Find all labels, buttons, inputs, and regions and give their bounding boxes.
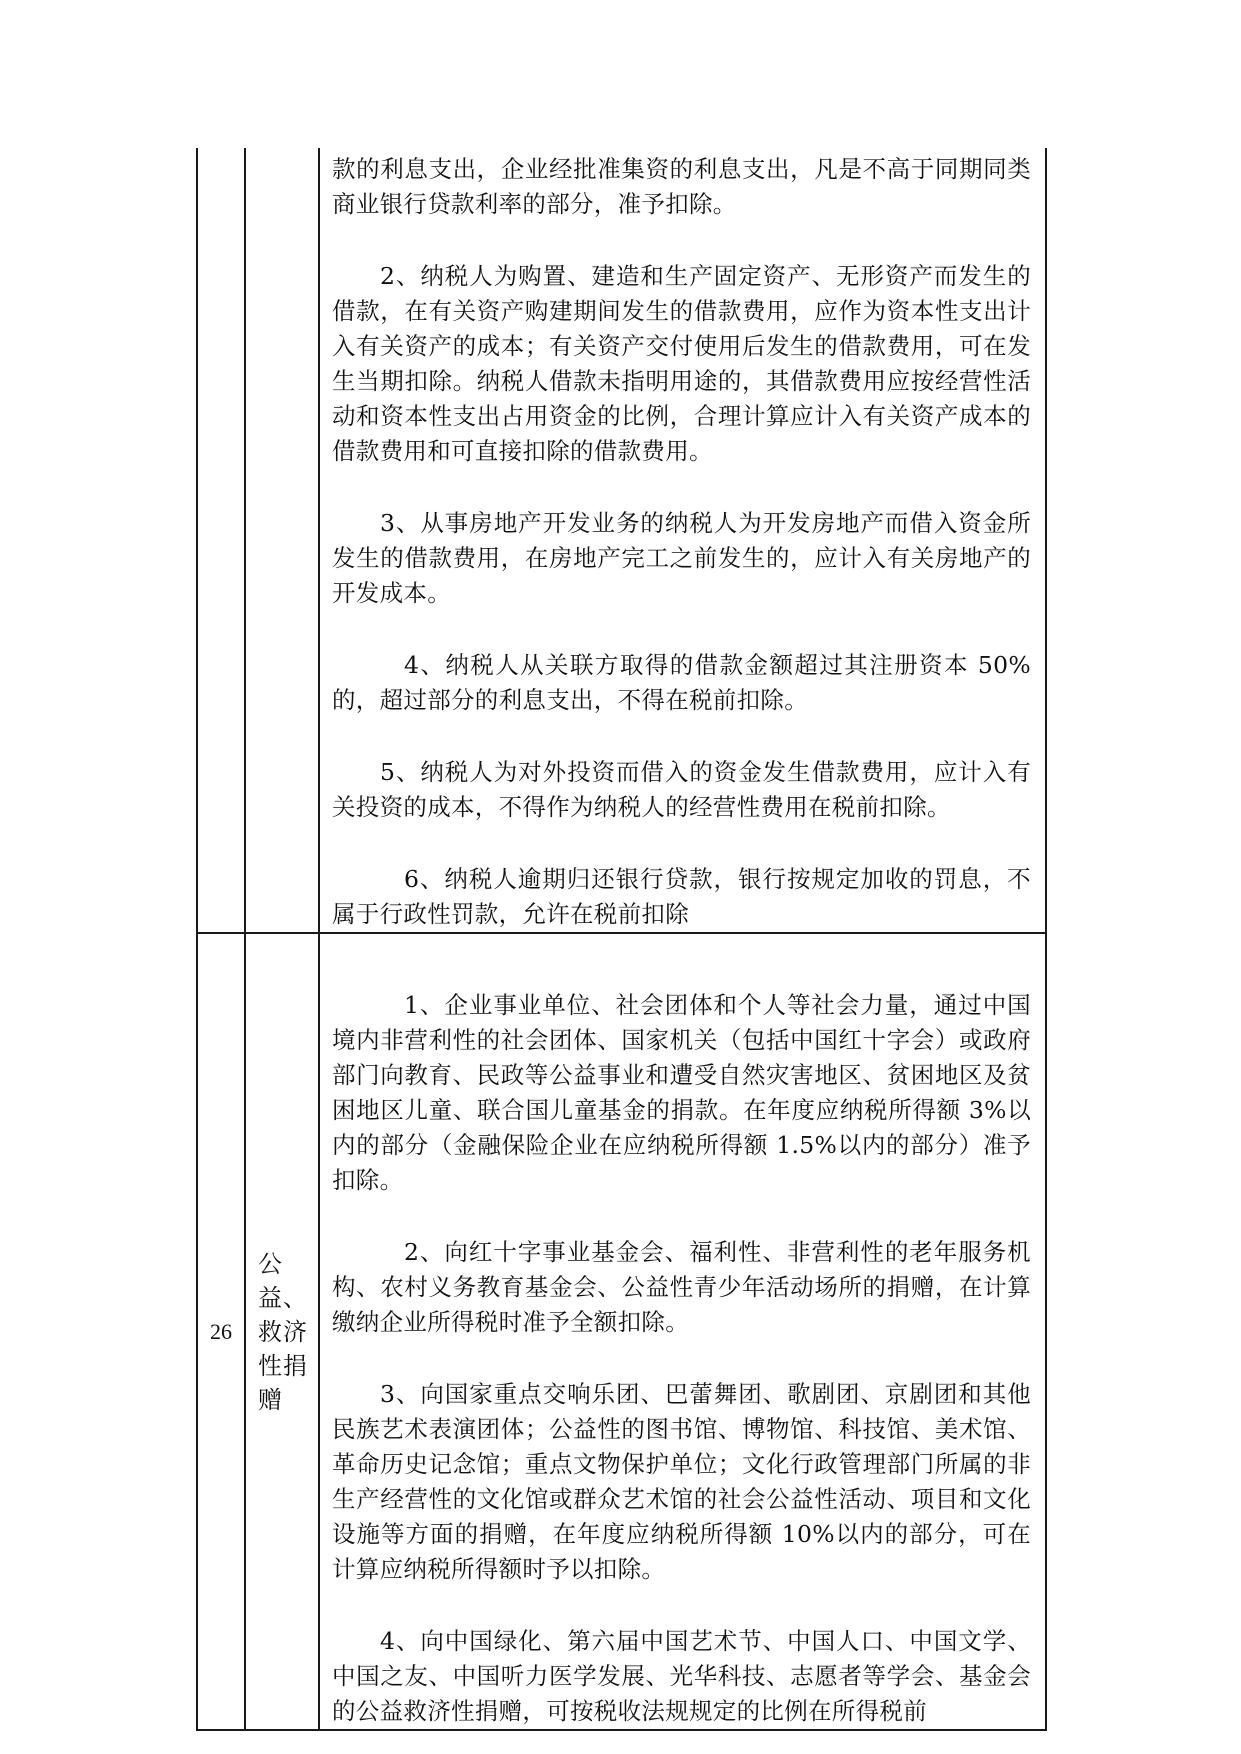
- paragraph: [332, 648, 1031, 718]
- paragraph-text: 6、纳税人逾期归还银行贷款，银行按规定加收的罚息，不属于行政性罚款，允许在税前扣除: [332, 865, 1031, 928]
- paragraph: [332, 1377, 1031, 1587]
- paragraph-text: 2、向红十字事业基金会、福利性、非营利性的老年服务机构、农村义务教育基金会、公益性青少年活动场所的捐赠，在计算缴纳企业所得税时准予全额扣除。: [332, 1238, 1031, 1336]
- paragraph: [332, 862, 1031, 932]
- deduction-table: [196, 148, 1047, 1731]
- row-category-cell: 公益、救济性捐赠: [245, 933, 319, 1730]
- row-content-cell: [319, 148, 1046, 933]
- paragraph: [332, 755, 1031, 825]
- paragraph: [332, 152, 1031, 222]
- paragraph: [332, 988, 1031, 1198]
- paragraph-text: 2、纳税人为购置、建造和生产固定资产、无形资产而发生的借款，在有关资产购建期间发生的借款费用，应作为资本性支出计入有关资产的成本；有关资产交付使用后发生的借款费用，可在发生当期扣除。纳税人借款未指明用途的，其借款费用应按经营性活动和资本性支出占用资金的比例，合理计算应计入有关资产成本的借款费用和可直接扣除的借款费用。: [332, 262, 1031, 465]
- row-category-cell: [245, 148, 319, 933]
- paragraph-text: 1、企业事业单位、社会团体和个人等社会力量，通过中国境内非营利性的社会团体、国家机关（包括中国红十字会）或政府部门向教育、民政等公益事业和遭受自然灾害地区、贫困地区及贫困地区儿童、联合国儿童基金的捐款。在年度应纳税所得额 3%以内的部分（金融保险企业在应纳税所得额 1.5%以内的部分）准予扣除。: [332, 991, 1031, 1194]
- paragraph-text: 4、向中国绿化、第六届中国艺术节、中国人口、中国文学、中国之友、中国听力医学发展、光华科技、志愿者等学会、基金会的公益救济性捐赠，可按税收法规规定的比例在所得税前: [332, 1627, 1031, 1725]
- paragraph: [332, 1624, 1031, 1729]
- paragraph: [332, 506, 1031, 611]
- table-row-continued: [197, 148, 1046, 933]
- paragraph-text: 3、从事房地产开发业务的纳税人为开发房地产而借入资金所发生的借款费用，在房地产完工之前发生的，应计入有关房地产的开发成本。: [332, 509, 1031, 607]
- paragraph-text: 5、纳税人为对外投资而借入的资金发生借款费用，应计入有关投资的成本，不得作为纳税人的经营性费用在税前扣除。: [332, 758, 1031, 821]
- row-content-cell: [319, 933, 1046, 1730]
- paragraph-text: 4、纳税人从关联方取得的借款金额超过其注册资本 50%的，超过部分的利息支出，不得在税前扣除。: [332, 651, 1031, 714]
- paragraph: [332, 1235, 1031, 1340]
- row-number-cell: [197, 148, 245, 933]
- table-row-26: [197, 933, 1046, 1730]
- row-number-cell: 26: [197, 933, 245, 1730]
- paragraph-text: 款的利息支出，企业经批准集资的利息支出，凡是不高于同期同类商业银行贷款利率的部分，准予扣除。: [332, 155, 1031, 218]
- paragraph: [332, 259, 1031, 469]
- paragraph-text: 3、向国家重点交响乐团、巴蕾舞团、歌剧团、京剧团和其他民族艺术表演团体；公益性的图书馆、博物馆、科技馆、美术馆、革命历史记念馆；重点文物保护单位；文化行政管理部门所属的非生产经营性的文化馆或群众艺术馆的社会公益性活动、项目和文化设施等方面的捐赠，在年度应纳税所得额 10%以内的部分，可在计算应纳税所得额时予以扣除。: [332, 1380, 1031, 1583]
